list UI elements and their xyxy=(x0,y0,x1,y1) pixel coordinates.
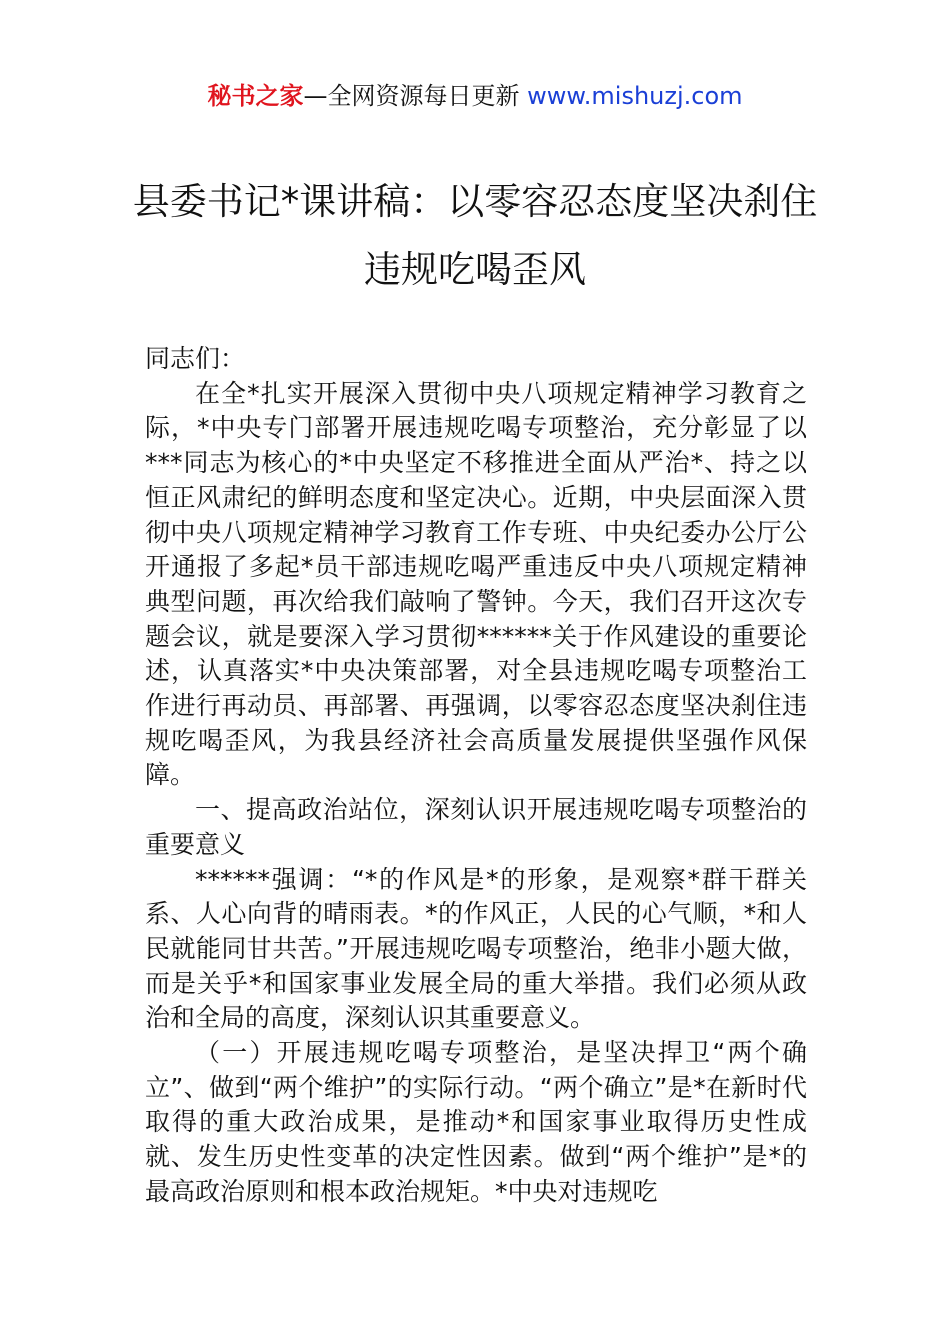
body-paragraph: ******强调：“*的作风是*的形象，是观察*群干群关系、人心向背的晴雨表。*的作风正，人民的心气顺，*和人民就能同甘共苦。”开展违规吃喝专项整治，绝非小题大做，而是关乎*和国家事业发展全局的重大举措。我们必须从政治和全局的高度，深刻认识其重要意义。 xyxy=(145,864,807,1033)
body-paragraph: 在全*扎实开展深入贯彻中央八项规定精神学习教育之际，*中央专门部署开展违规吃喝专项整治，充分彰显了以***同志为核心的*中央坚定不移推进全面从严治*、持之以恒正风肃纪的鲜明态度和坚定决心。近期，中央层面深入贯彻中央八项规定精神学习教育工作专班、中央纪委办公厅公开通报了多起*员干部违规吃喝严重违反中央八项规定精神典型问题，再次给我们敲响了警钟。今天，我们召开这次专题会议，就是要深入学习贯彻******关于作风建设的重要论述，认真落实*中央决策部署，对全县违规吃喝专项整治工作进行再动员、再部署、再强调，以零容忍态度坚决刹住违规吃喝歪风，为我县经济社会高质量发展提供坚强作风保障。 xyxy=(145,378,807,790)
site-url-link[interactable]: www.mishuzj.com xyxy=(527,82,743,110)
document-body xyxy=(145,342,807,1210)
page-header xyxy=(0,80,950,112)
brand-name: 秘书之家 xyxy=(207,82,304,110)
salutation: 同志们： xyxy=(145,344,246,373)
header-tagline: —全网资源每日更新 xyxy=(303,82,528,110)
document-title: 县委书记*课讲稿：以零容忍态度坚决刹住违规吃喝歪风 xyxy=(132,180,818,291)
body-paragraph: （一）开展违规吃喝专项整治，是坚决捍卫“两个确立”、做到“两个维护”的实际行动。“两个确立”是*在新时代取得的重大政治成果，是推动*和国家事业取得历史性成就、发生历史性变革的决定性因素。做到“两个维护”是*的最高政治原则和根本政治规矩。*中央对违规吃 xyxy=(145,1038,807,1206)
section-heading: 一、提高政治站位，深刻认识开展违规吃喝专项整治的重要意义 xyxy=(145,795,807,859)
